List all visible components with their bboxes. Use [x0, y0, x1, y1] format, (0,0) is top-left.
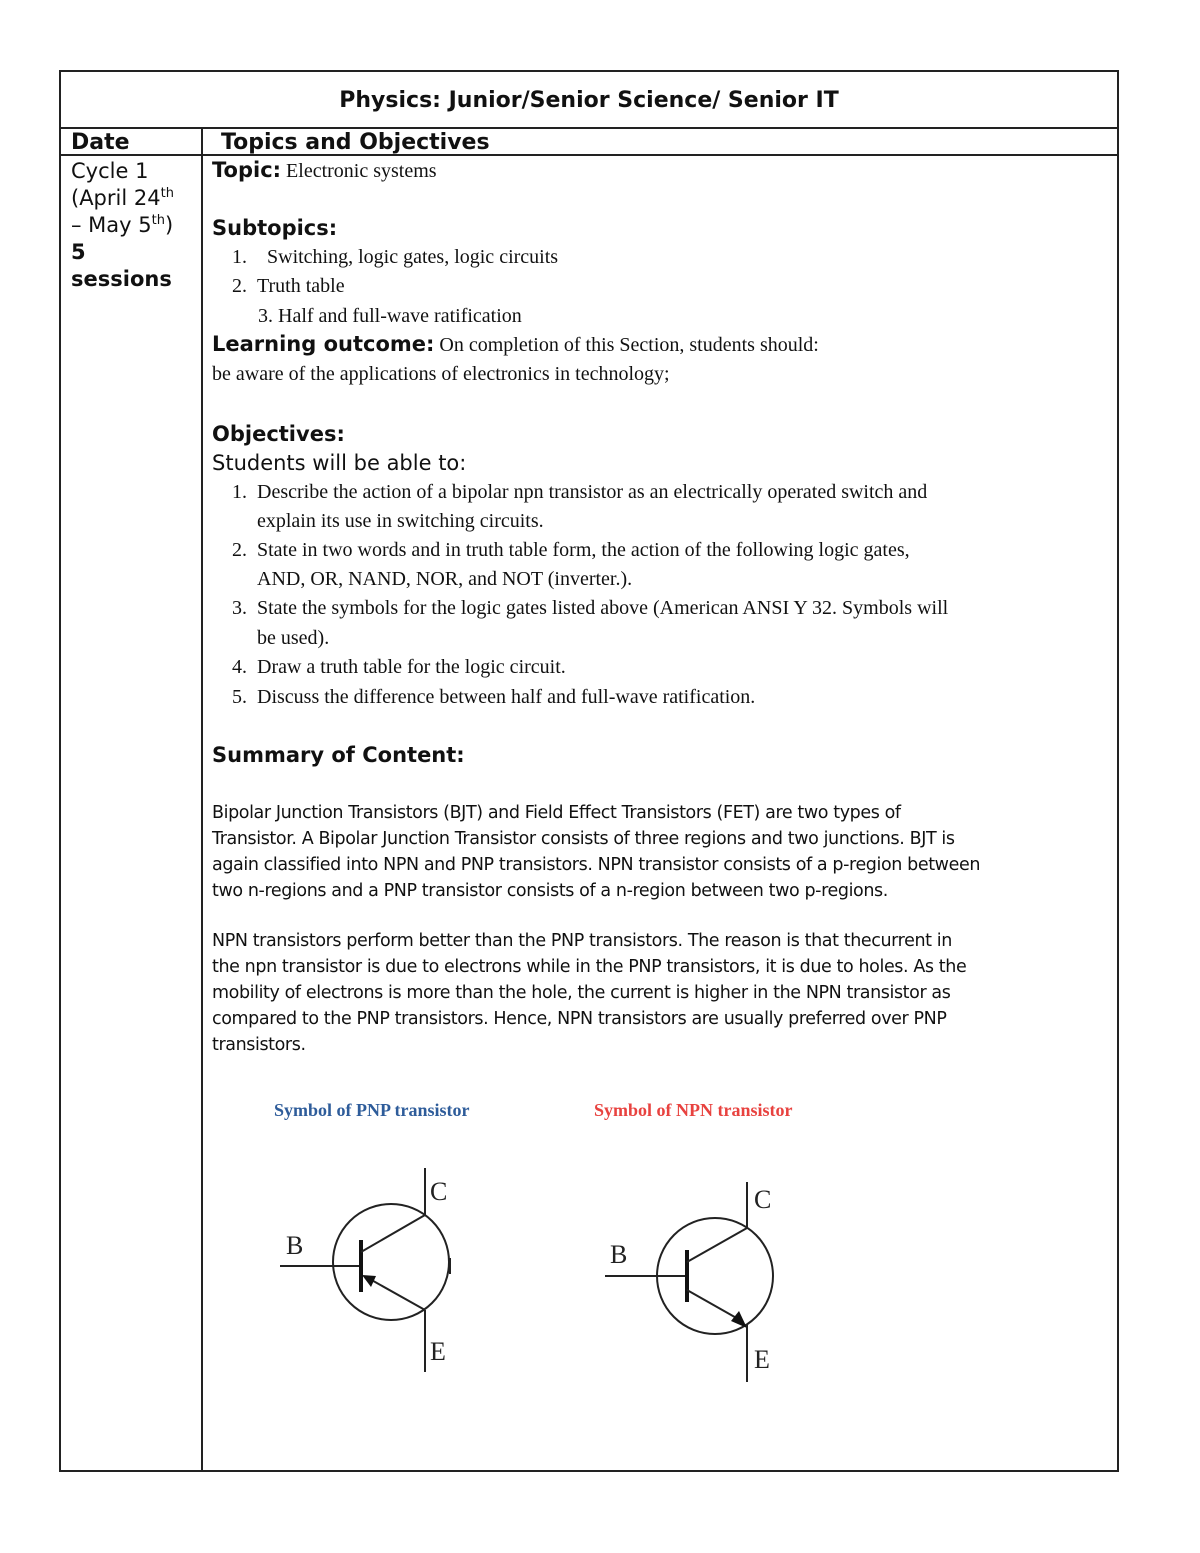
- pnp-collector-line: [361, 1215, 425, 1252]
- objective-item: 4. Draw a truth table for the logic circuit.: [232, 656, 566, 678]
- objective-item: 5. Discuss the difference between half and full-wave ratification.: [232, 686, 756, 708]
- objectives-label: Objectives:: [212, 422, 345, 446]
- date-cell: [71, 158, 196, 293]
- session-label: sessions: [71, 267, 172, 291]
- npn-label-b: B: [610, 1240, 628, 1269]
- npn-emitter-arrow: [731, 1311, 747, 1328]
- subtopics-label: Subtopics:: [212, 216, 338, 240]
- date-start: (April 24th: [71, 186, 174, 210]
- npn-caption: Symbol of NPN transistor: [594, 1100, 793, 1120]
- objective-item: 3. State the symbols for the logic gates listed above (American ANSI Y 32. Symbols will: [232, 597, 949, 619]
- objective-item-cont: AND, OR, NAND, NOR, and NOT (inverter.).: [257, 568, 633, 590]
- npn-transistor-symbol: [600, 1170, 810, 1390]
- topic-line: [212, 158, 437, 183]
- objective-item: 2. State in two words and in truth table form, the action of the following logic gates,: [232, 539, 910, 561]
- syllabus-table: [59, 70, 1119, 1472]
- objective-item-cont: explain its use in switching circuits.: [257, 510, 544, 532]
- objective-item-cont: be used).: [257, 627, 330, 649]
- objectives-intro: Students will be able to:: [212, 451, 467, 475]
- session-count: 5: [71, 240, 86, 264]
- pnp-label-c: C: [430, 1177, 448, 1206]
- header-row: [61, 129, 1117, 156]
- summary-paragraph-2: NPN transistors perform better than the PNP transistors. The reason is that thecurrent in the npn transistor is due to electrons while in the PNP transistors, it is due to holes. As the mobility of electrons is more than the hole, the current is higher in the NPN transistor as compared to the PNP transistors. Hence, NPN transistors are usually preferred over PNP transistors.: [212, 931, 967, 1055]
- date-end: – May 5th): [71, 213, 174, 237]
- column-divider: [201, 129, 203, 1472]
- subtopic-item: 3. Half and full-wave ratification: [258, 305, 522, 327]
- pnp-label-e: E: [430, 1337, 446, 1366]
- pnp-transistor-symbol: [270, 1160, 480, 1380]
- pnp-label-b: B: [286, 1231, 304, 1260]
- topic-label: Topic:: [212, 158, 282, 182]
- pnp-emitter-line: [368, 1278, 425, 1310]
- summary-label: Summary of Content:: [212, 743, 465, 767]
- pnp-body-circle: [333, 1204, 449, 1320]
- npn-emitter-line: [687, 1290, 740, 1320]
- topic-value: Electronic systems: [281, 160, 437, 182]
- subtopic-item: 2. Truth table: [232, 275, 345, 297]
- pnp-caption: Symbol of PNP transistor: [274, 1100, 470, 1120]
- header-topics: Topics and Objectives: [221, 130, 490, 155]
- table-title: Physics: Junior/Senior Science/ Senior IT: [61, 72, 1117, 129]
- learning-outcome-line: Learning outcome: On completion of this Section, students should:: [212, 332, 819, 356]
- date-cycle: Cycle 1: [71, 159, 149, 183]
- summary-paragraph-1: Bipolar Junction Transistors (BJT) and Field Effect Transistors (FET) are two types of Transistor. A Bipolar Junction Transistor consists of three regions and two junctions. BJT is again classified into NPN and PNP transistors. NPN transistor consists of a p-region between two n-regions and a PNP transistor consists of a n-region between two p-regions.: [212, 803, 981, 901]
- npn-label-e: E: [754, 1345, 770, 1374]
- subtopic-item: 1. Switching, logic gates, logic circuits: [232, 246, 559, 268]
- objective-item: 1. Describe the action of a bipolar npn transistor as an electrically operated switch and: [232, 481, 928, 503]
- npn-label-c: C: [754, 1185, 772, 1214]
- learning-outcome-detail: be aware of the applications of electronics in technology;: [212, 363, 670, 385]
- header-date: Date: [71, 130, 130, 155]
- npn-collector-line: [687, 1228, 747, 1262]
